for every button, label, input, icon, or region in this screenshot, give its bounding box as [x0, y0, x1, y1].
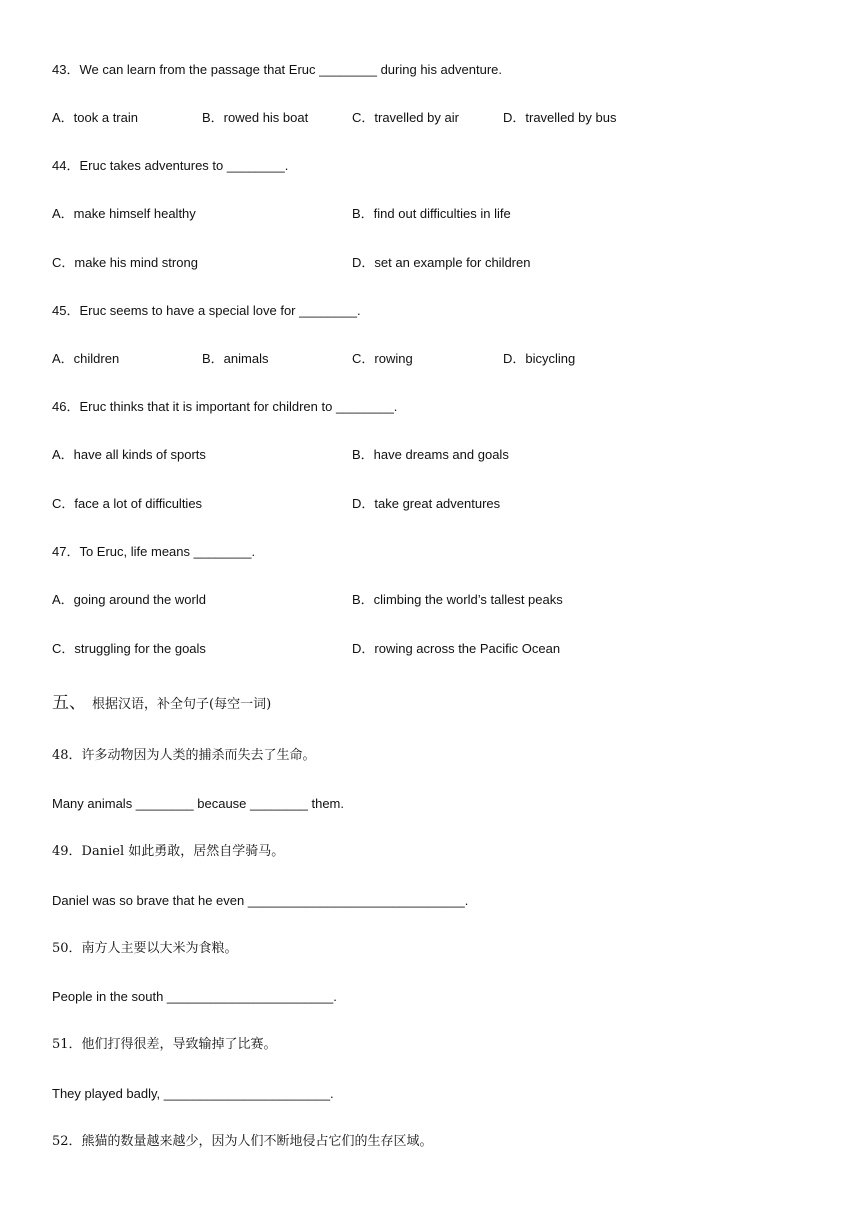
question-47-stem: 47．To Eruc, life means ________.	[52, 544, 256, 559]
question-45-option-c: C．rowing	[352, 351, 413, 366]
question-49-english: Daniel was so brave that he even ______________________________.	[52, 893, 469, 908]
question-44-option-b: B．find out difficulties in life	[352, 206, 511, 221]
question-46-stem: 46．Eruc thinks that it is important for children to ________.	[52, 399, 398, 414]
question-50-english: People in the south _______________________.	[52, 989, 337, 1004]
section-5-heading	[52, 692, 271, 716]
question-47-option-a: A．going around the world	[52, 592, 206, 607]
question-51-chinese: 51．他们打得很差，导致输掉了比赛。	[52, 1037, 277, 1052]
question-43-stem: 43．We can learn from the passage that Eruc ________ during his adventure.	[52, 62, 502, 77]
question-46-option-d: D．take great adventures	[352, 496, 501, 511]
question-44-stem: 44．Eruc takes adventures to ________.	[52, 158, 289, 173]
section-5-title: 根据汉语，补全句子(每空一词)	[92, 697, 272, 712]
question-48-english: Many animals ________ because ________ them.	[52, 796, 344, 811]
question-49-chinese: 49．Daniel 如此勇敢，居然自学骑马。	[52, 844, 285, 859]
question-43-option-b: B．rowed his boat	[202, 110, 309, 125]
question-47-option-d: D．rowing across the Pacific Ocean	[352, 641, 561, 656]
question-46-option-b: B．have dreams and goals	[352, 447, 509, 462]
question-51-english: They played badly, _______________________.	[52, 1086, 334, 1101]
question-43-option-c: C．travelled by air	[352, 110, 459, 125]
question-45-stem: 45．Eruc seems to have a special love for ________.	[52, 303, 361, 318]
question-45-option-d: D．bicycling	[503, 351, 576, 366]
section-5-number: 五、	[52, 693, 86, 713]
question-45-option-b: B．animals	[202, 351, 269, 366]
question-47-option-b: B．climbing the world’s tallest peaks	[352, 592, 563, 607]
question-43-option-d: D．travelled by bus	[503, 110, 617, 125]
question-43-option-a: A．took a train	[52, 110, 138, 125]
question-46-option-c: C．face a lot of difficulties	[52, 496, 203, 511]
question-44-option-a: A．make himself healthy	[52, 206, 196, 221]
question-44-option-c: C．make his mind strong	[52, 255, 198, 270]
question-52-chinese: 52．熊猫的数量越来越少，因为人们不断地侵占它们的生存区域。	[52, 1134, 433, 1149]
question-48-chinese: 48．许多动物因为人类的捕杀而失去了生命。	[52, 748, 316, 763]
question-45-option-a: A．children	[52, 351, 120, 366]
question-44-option-d: D．set an example for children	[352, 255, 531, 270]
question-46-option-a: A．have all kinds of sports	[52, 447, 206, 462]
question-47-option-c: C．struggling for the goals	[52, 641, 206, 656]
question-50-chinese: 50．南方人主要以大米为食粮。	[52, 941, 238, 956]
